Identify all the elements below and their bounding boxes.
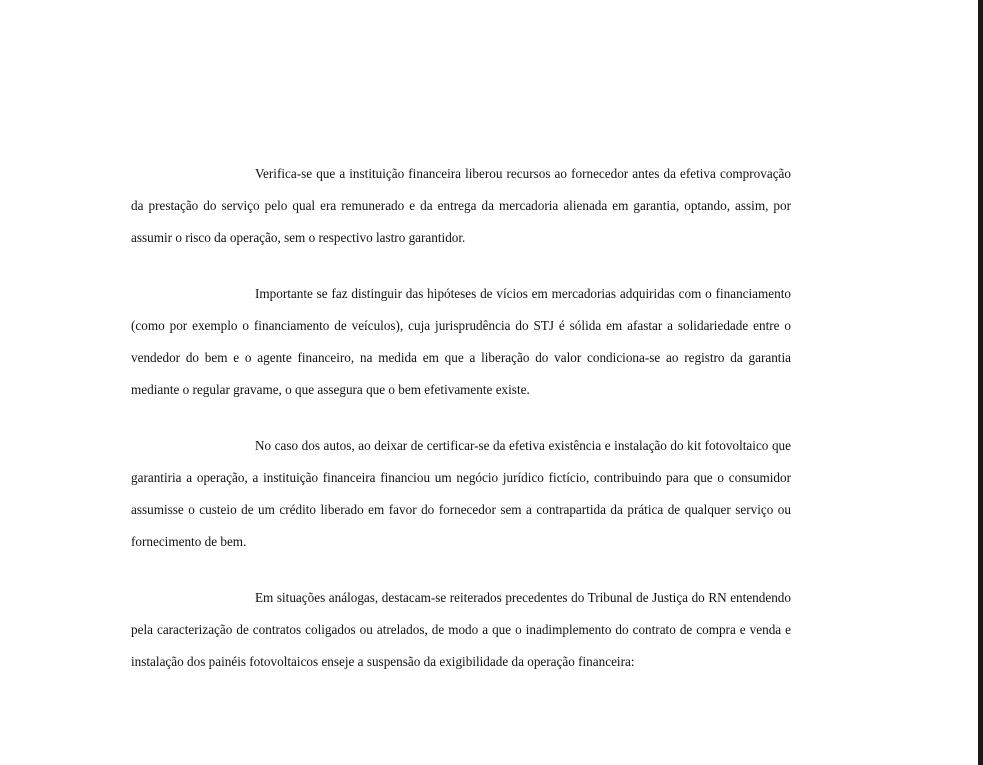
viewer-right-border [978, 0, 983, 765]
document-body [131, 158, 791, 702]
paragraph-1: Verifica-se que a instituição financeira liberou recursos ao fornecedor antes da efetiva comprovação da prestação do serviço pelo qual era remunerado e da entrega da mercadoria alienada em garantia, optando, assim, por assumir o risco da operação, sem o respectivo lastro garantidor. [131, 166, 791, 245]
paragraph-4: Em situações análogas, destacam-se reiterados precedentes do Tribunal de Justiça do RN entendendo pela caracterização de contratos coligados ou atrelados, de modo a que o inadimplemento do contrato de compra e venda e instalação dos painéis fotovoltaicos enseje a suspensão da exigibilidade da operação financeira: [131, 590, 791, 669]
paragraph-3: No caso dos autos, ao deixar de certificar-se da efetiva existência e instalação do kit fotovoltaico que garantiria a operação, a instituição financeira financiou um negócio jurídico fictício, contribuindo para que o consumidor assumisse o custeio de um crédito liberado em favor do fornecedor sem a contrapartida da prática de qualquer serviço ou fornecimento de bem. [131, 438, 791, 549]
paragraph-2: Importante se faz distinguir das hipóteses de vícios em mercadorias adquiridas com o financiamento (como por exemplo o financiamento de veículos), cuja jurisprudência do STJ é sólida em afastar a solidariedade entre o vendedor do bem e o agente financeiro, na medida em que a liberação do valor condiciona-se ao registro da garantia mediante o regular gravame, o que assegura que o bem efetivamente existe. [131, 286, 791, 397]
